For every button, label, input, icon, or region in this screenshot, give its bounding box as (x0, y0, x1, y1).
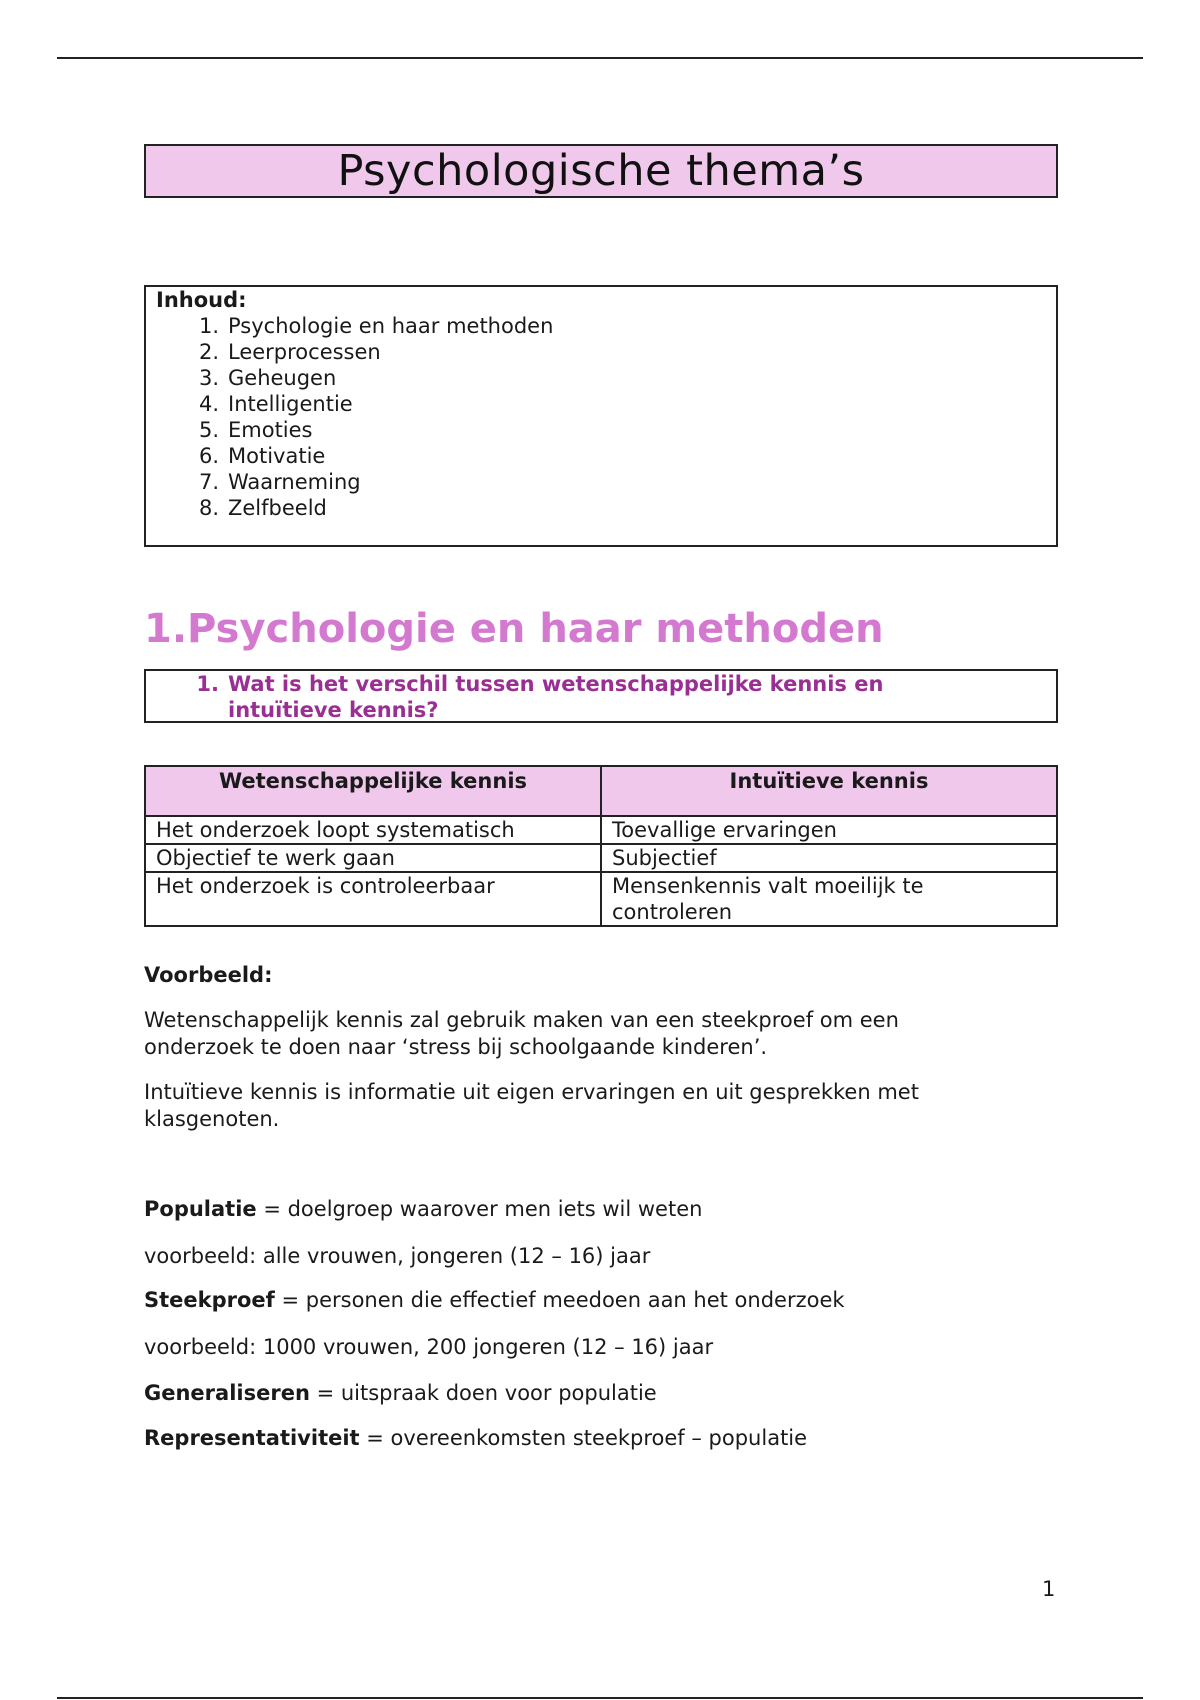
table-cell: Het onderzoek loopt systematisch (145, 816, 601, 844)
bottom-rule (57, 1697, 1143, 1699)
page-number: 1 (1042, 1577, 1056, 1601)
example-paragraph: Intuïtieve kennis is informatie uit eigen ervaringen en uit gesprekken met klasgenoten. (144, 1080, 919, 1131)
definition-populatie (144, 1196, 702, 1223)
definition-representativiteit (144, 1425, 807, 1452)
toc-item: 5. Emoties (198, 418, 313, 442)
table-header: Wetenschappelijke kennis (145, 766, 601, 816)
toc-item: 4. Intelligentie (198, 392, 353, 416)
definition-term: Representativiteit (144, 1426, 360, 1450)
table-cell: Objectief te werk gaan (145, 844, 601, 872)
toc-item: 1. Psychologie en haar methoden (198, 314, 554, 338)
definition-example: voorbeeld: alle vrouwen, jongeren (12 – 16) jaar (144, 1244, 651, 1268)
table-row (145, 844, 1057, 872)
table-header-row (145, 766, 1057, 816)
definition-text: = personen die effectief meedoen aan het onderzoek (274, 1288, 845, 1312)
table-row (145, 872, 1057, 926)
question-number: 1. (196, 672, 219, 696)
table-of-contents (144, 285, 1058, 547)
example-label: Voorbeeld: (144, 963, 273, 987)
definition-text: = overeenkomsten steekproef – populatie (359, 1426, 808, 1450)
table-cell: Het onderzoek is controleerbaar (145, 872, 601, 926)
example-paragraph: Wetenschappelijk kennis zal gebruik maken van een steekproef om een onderzoek te doen naar ‘stress bij schoolgaande kinderen’. (144, 1008, 899, 1059)
table-cell: Toevallige ervaringen (601, 816, 1057, 844)
definition-term: Steekproef (144, 1288, 275, 1312)
definition-text: = uitspraak doen voor populatie (309, 1381, 657, 1405)
top-rule (57, 57, 1143, 59)
toc-list (156, 313, 1046, 521)
definition-generaliseren (144, 1380, 657, 1407)
toc-item: 3. Geheugen (198, 366, 337, 390)
section-heading: 1.Psychologie en haar methoden (144, 606, 884, 652)
toc-item: 8. Zelfbeeld (198, 496, 327, 520)
definition-term: Populatie (144, 1197, 257, 1221)
definition-example: voorbeeld: 1000 vrouwen, 200 jongeren (12 – 16) jaar (144, 1335, 714, 1359)
toc-heading: Inhoud: (156, 288, 247, 312)
toc-item: 6. Motivatie (198, 444, 326, 468)
definition-steekproef (144, 1287, 845, 1314)
document-title: Psychologische thema’s (144, 144, 1058, 198)
table-header: Intuïtieve kennis (601, 766, 1057, 816)
toc-item: 7. Waarneming (198, 470, 361, 494)
comparison-table (144, 765, 1058, 927)
table-row (145, 816, 1057, 844)
table-cell: Subjectief (601, 844, 1057, 872)
definition-term: Generaliseren (144, 1381, 310, 1405)
definition-text: = doelgroep waarover men iets wil weten (256, 1197, 703, 1221)
table-cell: Mensenkennis valt moeilijk te controleren (601, 872, 1057, 926)
toc-item: 2. Leerprocessen (198, 340, 381, 364)
question-box (144, 669, 1058, 723)
question-text: Wat is het verschil tussen wetenschappelijke kennis en intuïtieve kennis? (228, 672, 884, 722)
